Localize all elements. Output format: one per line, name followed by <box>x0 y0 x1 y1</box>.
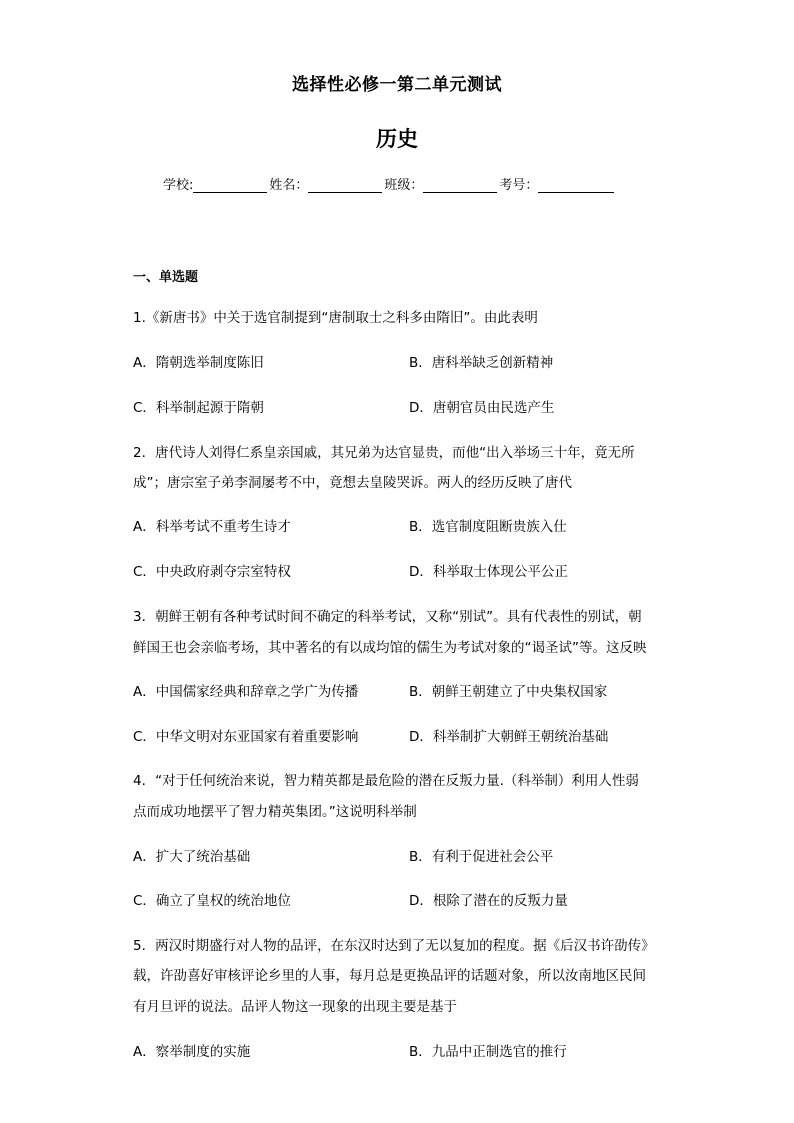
section-title: 一、单选题 <box>133 270 199 285</box>
question-3-stem-line-1: 3．朝鲜王朝有各种考试时间不确定的科举考试，又称“别试”。具有代表性的别试，朝 <box>133 609 642 625</box>
question-3-option-b[interactable]: B．朝鲜王朝建立了中央集权国家 <box>409 684 608 700</box>
school-blank[interactable] <box>193 178 267 193</box>
question-2-option-c[interactable]: C．中央政府剥夺宗室特权 <box>133 564 291 580</box>
question-4-stem-line-1: 4．“对于任何统治来说，智力精英都是最危险的潜在反叛力量.（科举制）利用人性弱 <box>133 773 639 789</box>
question-3-option-a[interactable]: A．中国儒家经典和辞章之学广为传播 <box>133 684 359 700</box>
exam-number-label: 考号： <box>499 178 539 193</box>
question-5-option-a[interactable]: A．察举制度的实施 <box>133 1044 251 1060</box>
class-blank[interactable] <box>423 178 497 193</box>
question-2-option-d[interactable]: D．科举取士体现公平公正 <box>409 564 568 580</box>
question-4-stem-line-2: 点而成功地摆平了智力精英集团。”这说明科举制 <box>133 804 417 820</box>
question-5-stem-line-2: 载，许劭喜好审核评论乡里的人事，每月总是更换品评的话题对象，所以汝南地区民间 <box>133 968 646 984</box>
question-4-option-a[interactable]: A．扩大了统治基础 <box>133 849 251 865</box>
question-2-stem-line-1: 2．唐代诗人刘得仁系皇亲国戚，其兄弟为达官显贵，而他“出入举场三十年，竟无所 <box>133 445 635 461</box>
question-3-option-d[interactable]: D．科举制扩大朝鲜王朝统治基础 <box>409 729 609 745</box>
name-label: 姓名： <box>269 178 309 193</box>
question-1-stem: 1.《新唐书》中关于选官制提到“唐制取士之科多由隋旧”。由此表明 <box>133 310 538 326</box>
question-2-stem-line-2: 成”；唐宗室子弟李洞屡考不中，竟想去皇陵哭诉。两人的经历反映了唐代 <box>133 475 572 491</box>
question-2-option-a[interactable]: A．科举考试不重考生诗才 <box>133 519 291 535</box>
question-3-stem-line-2: 鲜国王也会亲临考场，其中著名的有以成均馆的儒生为考试对象的“谒圣试”等。这反映 <box>133 640 647 656</box>
question-1-option-a[interactable]: A．隋朝选举制度陈旧 <box>133 355 264 371</box>
question-4-option-d[interactable]: D．根除了潜在的反叛力量 <box>409 893 568 909</box>
exam-title: 选择性必修一第二单元测试 <box>292 75 502 95</box>
question-5-stem-line-3: 有月旦评的说法。品评人物这一现象的出现主要是基于 <box>133 999 457 1015</box>
student-info-line <box>163 174 616 193</box>
exam-subject: 历史 <box>376 127 418 151</box>
question-4-option-b[interactable]: B．有利于促进社会公平 <box>409 849 554 865</box>
question-4-option-c[interactable]: C．确立了皇权的统治地位 <box>133 893 291 909</box>
exam-number-blank[interactable] <box>538 178 614 193</box>
question-5-stem-line-1: 5．两汉时期盛行对人物的品评，在东汉时达到了无以复加的程度。据《后汉书许劭传》 <box>133 938 655 954</box>
question-1-option-c[interactable]: C．科举制起源于隋朝 <box>133 400 264 416</box>
question-1-option-d[interactable]: D．唐朝官员由民选产生 <box>409 400 555 416</box>
class-label: 班级： <box>384 178 424 193</box>
school-label: 学校: <box>163 178 194 193</box>
question-5-option-b[interactable]: B．九品中正制选官的推行 <box>409 1044 567 1060</box>
name-blank[interactable] <box>308 178 382 193</box>
question-3-option-c[interactable]: C．中华文明对东亚国家有着重要影响 <box>133 729 359 745</box>
question-2-option-b[interactable]: B．选官制度阻断贵族入仕 <box>409 519 567 535</box>
question-1-option-b[interactable]: B．唐科举缺乏创新精神 <box>409 355 554 371</box>
